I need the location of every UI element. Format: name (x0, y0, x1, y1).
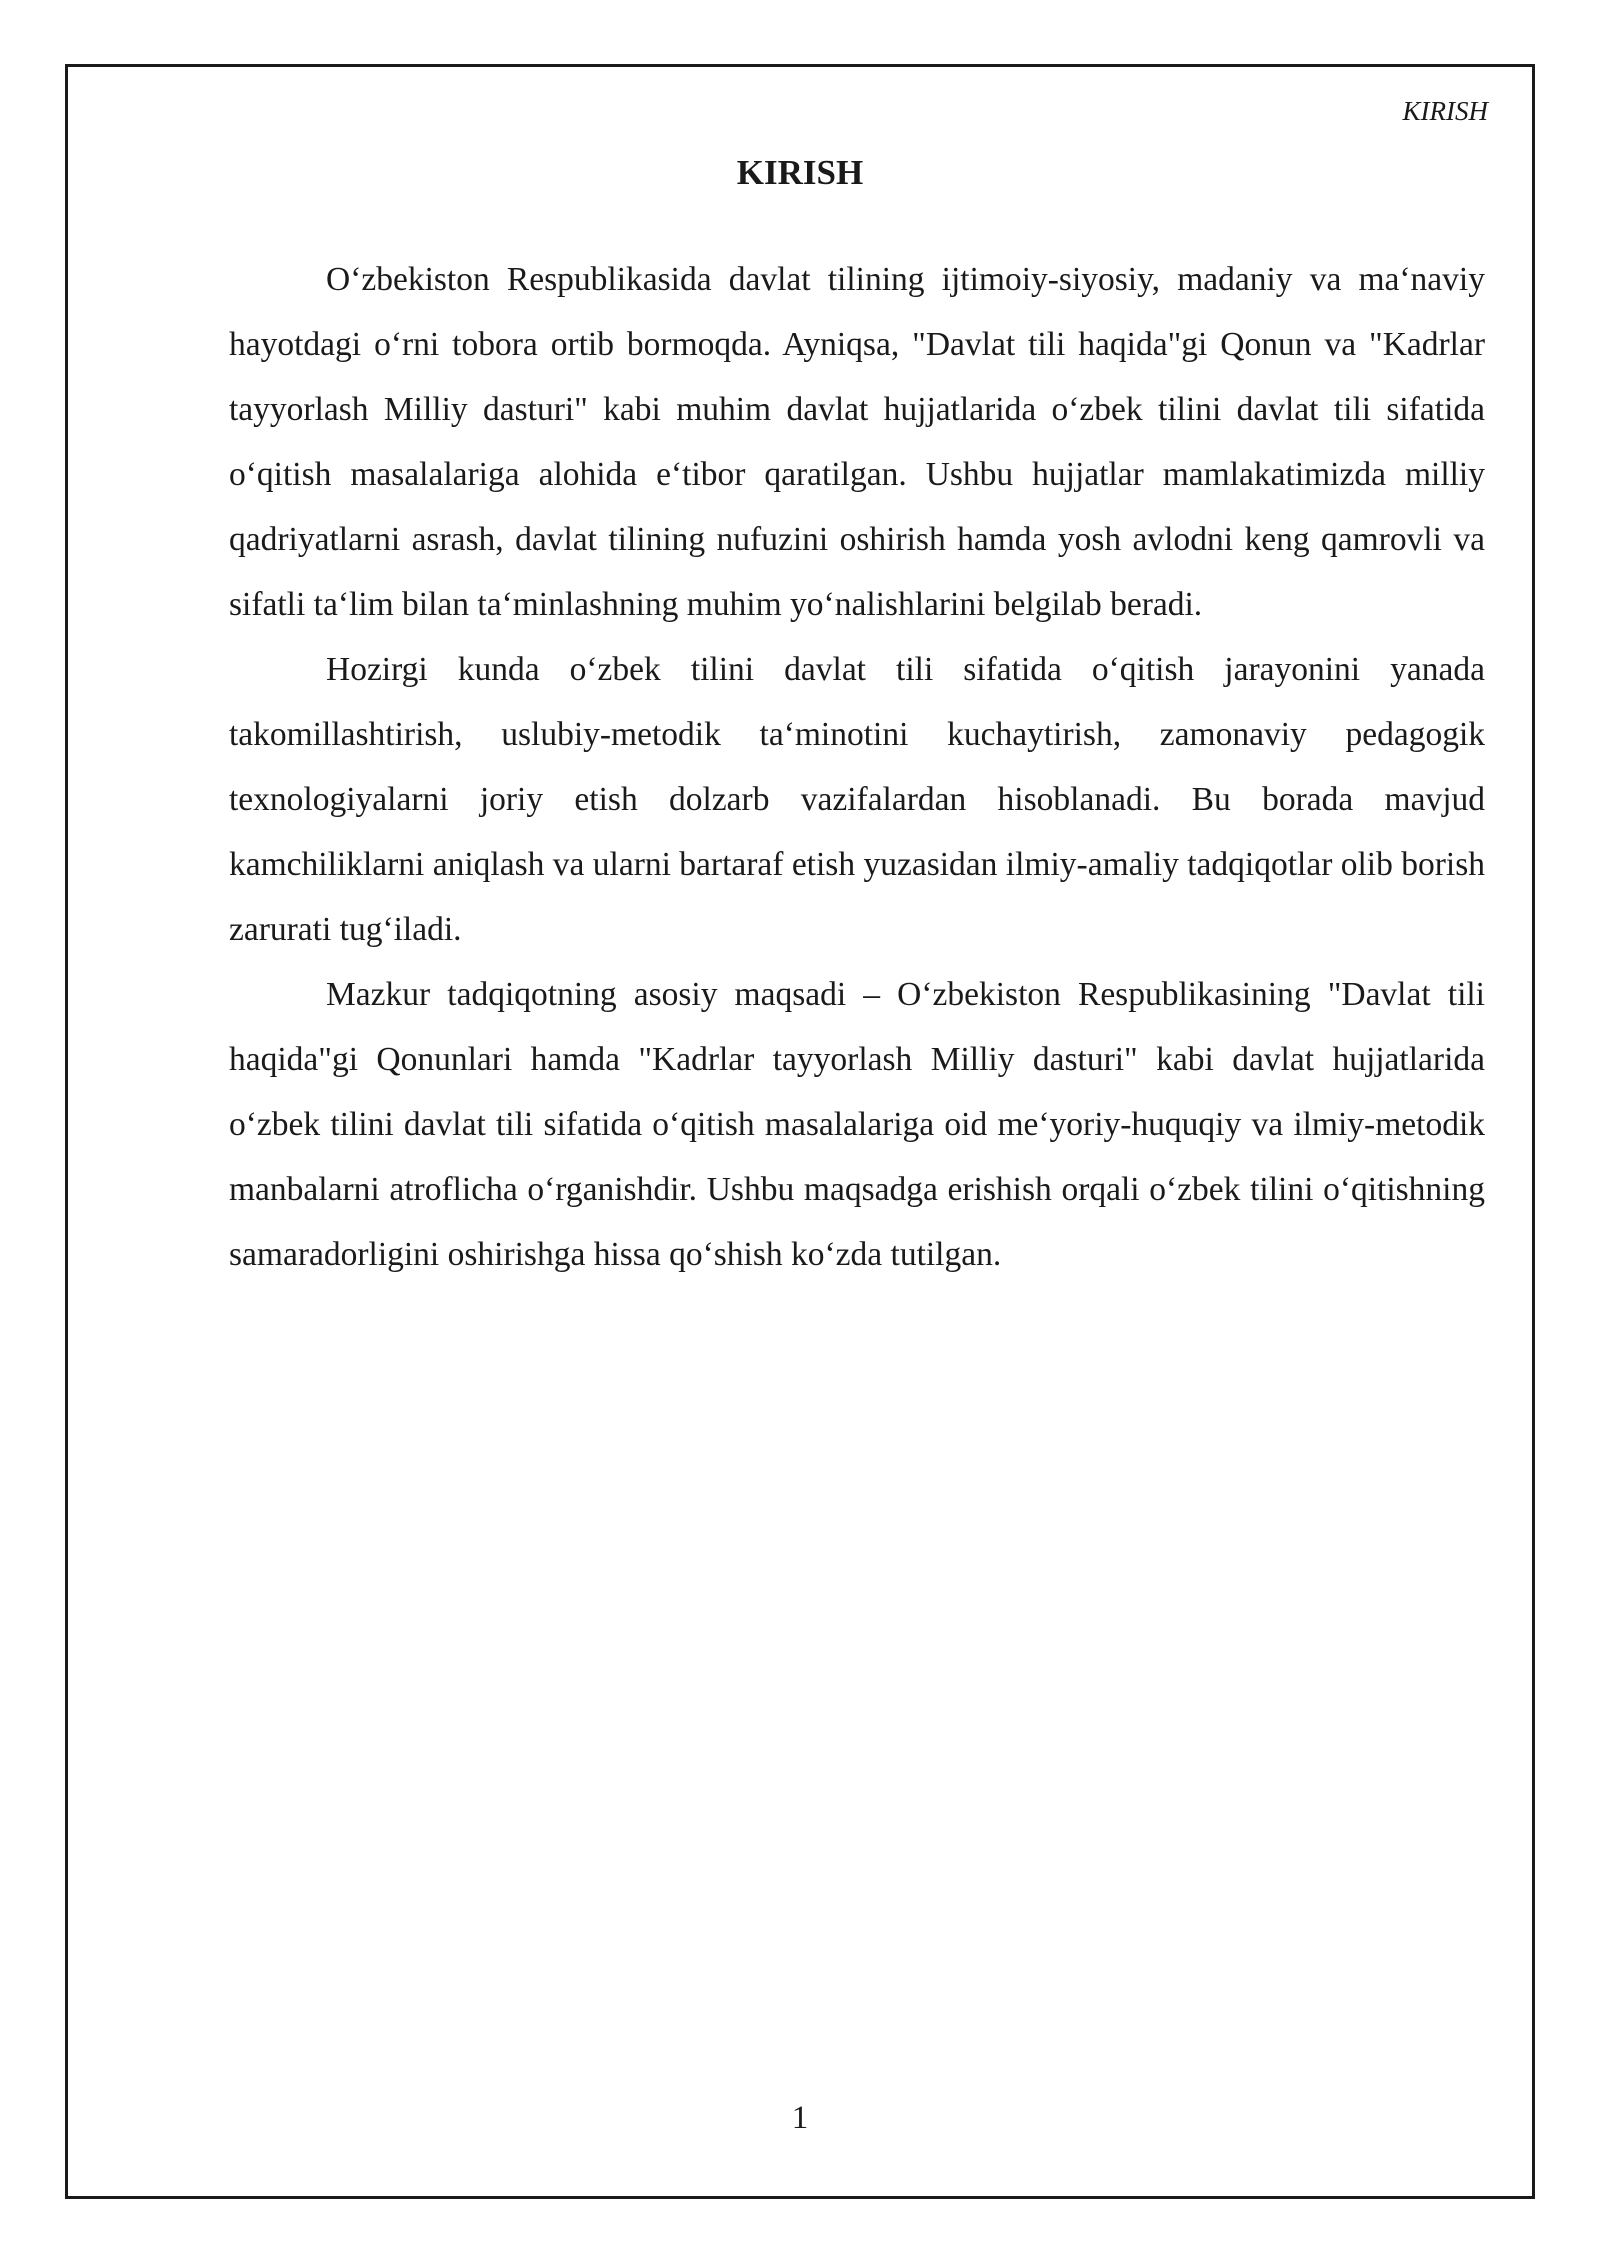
paragraph-2: Hozirgi kunda o‘zbek tilini davlat tili sifatida o‘qitish jarayonini yanada takomillashtirish, uslubiy-metodik ta‘minotini kuchaytirish, zamonaviy pedagogik texnologiyalarni joriy etish dolzarb vazifalardan hisoblanadi. Bu borada mavjud kamchiliklarni aniqlash va ularni bartaraf etish yuzasidan ilmiy-amaliy tadqiqotlar olib borish zarurati tug‘iladi. (229, 651, 1485, 948)
paragraph-1: O‘zbekiston Respublikasida davlat tilining ijtimoiy-siyosiy, madaniy va ma‘naviy hayotdagi o‘rni tobora ortib bormoqda. Ayniqsa, "Davlat tili haqida"gi Qonun va "Kadrlar tayyorlash Milliy dasturi" kabi muhim davlat hujjatlarida o‘zbek tilini davlat tili sifatida o‘qitish masalalariga alohida e‘tibor qaratilgan. Ushbu hujjatlar mamlakatimizda milliy qadriyatlarni asrash, davlat tilining nufuzini oshirish hamda yosh avlodni keng qamrovli va sifatli ta‘lim bilan ta‘minlashning muhim yo‘nalishlarini belgilab beradi. (229, 261, 1485, 623)
running-header: KIRISH (1402, 96, 1488, 126)
page-number: 1 (791, 2100, 809, 2136)
page-title: KIRISH (736, 153, 864, 192)
body-text (229, 247, 1485, 1287)
paragraph-3: Mazkur tadqiqotning asosiy maqsadi – O‘zbekiston Respublikasining "Davlat tili haqida"gi Qonunlari hamda "Kadrlar tayyorlash Milliy dasturi" kabi davlat hujjatlarida o‘zbek tilini davlat tili sifatida o‘qitish masalalariga oid me‘yoriy-huquqiy va ilmiy-metodik manbalarni atroflicha o‘rganishdir. Ushbu maqsadga erishish orqali o‘zbek tilini o‘qitishning samaradorligini oshirishga hissa qo‘shish ko‘zda tutilgan. (229, 976, 1485, 1273)
